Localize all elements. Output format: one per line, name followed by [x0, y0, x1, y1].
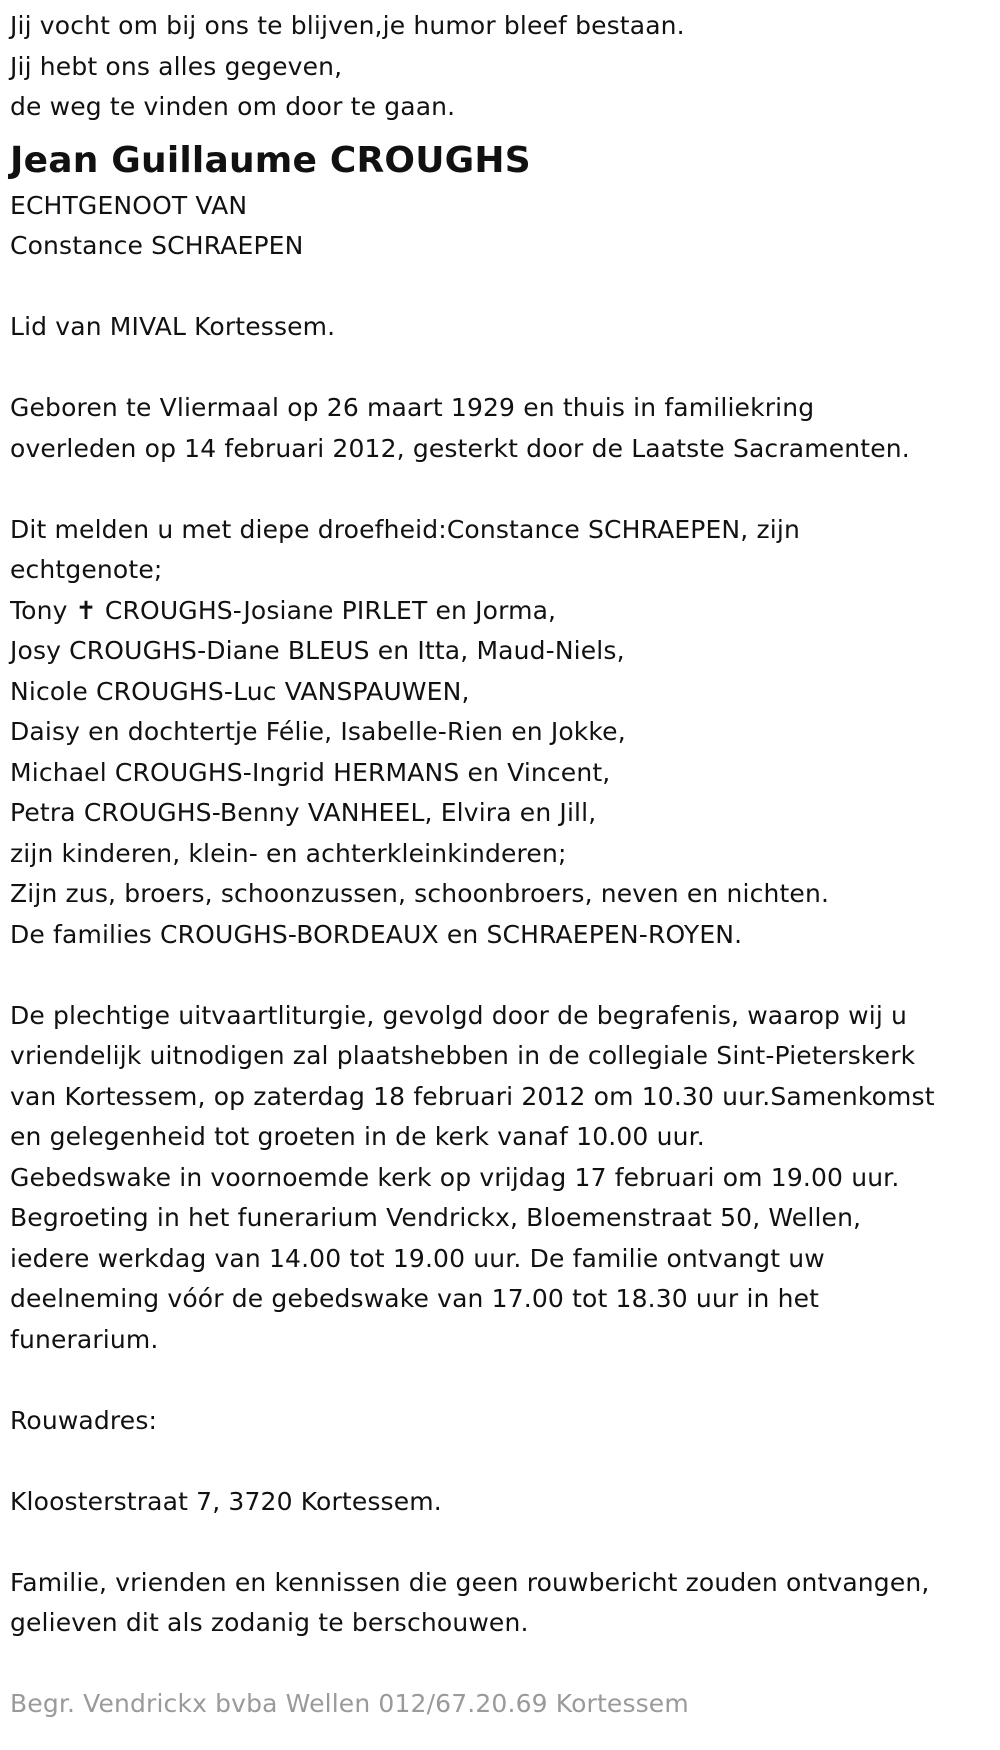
family-line: Zijn zus, broers, schoonzussen, schoonbroers, neven en nichten.: [10, 879, 830, 908]
family-line: De families CROUGHS-BORDEAUX en SCHRAEPEN-ROYEN.: [10, 919, 743, 949]
spacer: [10, 267, 995, 308]
family-line: Nicole CROUGHS-Luc VANSPAUWEN,: [10, 676, 470, 706]
ceremony-line: van Kortessem, op zaterdag 18 februari 2012 om 10.30 uur.Samenkomst: [10, 1081, 935, 1111]
address-value: Kloosterstraat 7, 3720 Kortessem.: [10, 1486, 442, 1516]
birth-death-paragraph: [10, 388, 995, 469]
poem-line: de weg te vinden om door te gaan.: [10, 92, 456, 121]
announcement-paragraph: [10, 510, 995, 956]
birth-death-line: Geboren te Vliermaal op 26 maart 1929 en thuis in familiekring: [10, 393, 815, 422]
obituary-page: [10, 6, 995, 1725]
spacer: [10, 348, 995, 389]
ceremony-line: funerarium.: [10, 1324, 159, 1354]
announcement-intro-line: Dit melden u met diepe droefheid:Constance SCHRAEPEN, zijn: [10, 514, 800, 544]
family-line: zijn kinderen, klein- en achterkleinkinderen;: [10, 838, 567, 868]
ceremony-paragraph: [10, 996, 995, 1361]
notice-line: Familie, vrienden en kennissen die geen rouwbericht zouden ontvangen,: [10, 1567, 930, 1597]
membership: Lid van MIVAL Kortessem.: [10, 312, 336, 341]
spacer: [10, 955, 995, 996]
ceremony-line: Gebedswake in voornoemde kerk op vrijdag 17 februari om 19.00 uur.: [10, 1162, 900, 1192]
ceremony-line: iedere werkdag van 14.00 tot 19.00 uur. De familie ontvangt uw: [10, 1243, 825, 1273]
ceremony-line: vriendelijk uitnodigen zal plaatshebben in de collegiale Sint-Pieterskerk: [10, 1041, 916, 1070]
relation-label: ECHTGENOOT VAN: [10, 190, 248, 220]
ceremony-line: deelneming vóór de gebedswake van 17.00 tot 18.30 uur in het: [10, 1284, 820, 1313]
spacer: [10, 1644, 995, 1685]
ceremony-line: en gelegenheid tot groeten in de kerk vanaf 10.00 uur.: [10, 1122, 705, 1151]
notice-line: gelieven dit als zodanig te berschouwen.: [10, 1608, 529, 1637]
announcement-intro-line: echtgenote;: [10, 555, 163, 584]
funeral-home-footer: Begr. Vendrickx bvba Wellen 012/67.20.69 Kortessem: [10, 1689, 689, 1718]
family-line: Michael CROUGHS-Ingrid HERMANS en Vincent,: [10, 757, 611, 787]
ceremony-line: De plechtige uitvaartliturgie, gevolgd door de begrafenis, waarop wij u: [10, 1000, 908, 1030]
spacer: [10, 469, 995, 510]
poem-line: Jij vocht om bij ons te blijven,je humor bleef bestaan.: [10, 11, 685, 40]
tony-family: CROUGHS-Josiane PIRLET en Jorma,: [104, 595, 557, 625]
family-line-tony: [10, 591, 995, 632]
cross-icon: ✝: [75, 595, 97, 625]
spacer: [10, 1441, 995, 1482]
birth-death-line: overleden op 14 februari 2012, gesterkt door de Laatste Sacramenten.: [10, 433, 910, 463]
spouse-name: Constance SCHRAEPEN: [10, 231, 304, 260]
spacer: [10, 1360, 995, 1401]
family-line: Daisy en dochtertje Félie, Isabelle-Rien en Jokke,: [10, 717, 626, 746]
family-line: Petra CROUGHS-Benny VANHEEL, Elvira en Jill,: [10, 798, 597, 827]
address-label: Rouwadres:: [10, 1405, 158, 1435]
poem-line: Jij hebt ons alles gegeven,: [10, 51, 343, 81]
ceremony-line: Begroeting in het funerarium Vendrickx, Bloemenstraat 50, Wellen,: [10, 1203, 862, 1232]
deceased-name: Jean Guillaume CROUGHS: [10, 139, 531, 181]
family-line: Josy CROUGHS-Diane BLEUS en Itta, Maud-Niels,: [10, 636, 625, 665]
notice-paragraph: [10, 1563, 995, 1644]
tony-name: Tony: [10, 595, 68, 625]
spacer: [10, 1522, 995, 1563]
poem: [10, 6, 995, 128]
